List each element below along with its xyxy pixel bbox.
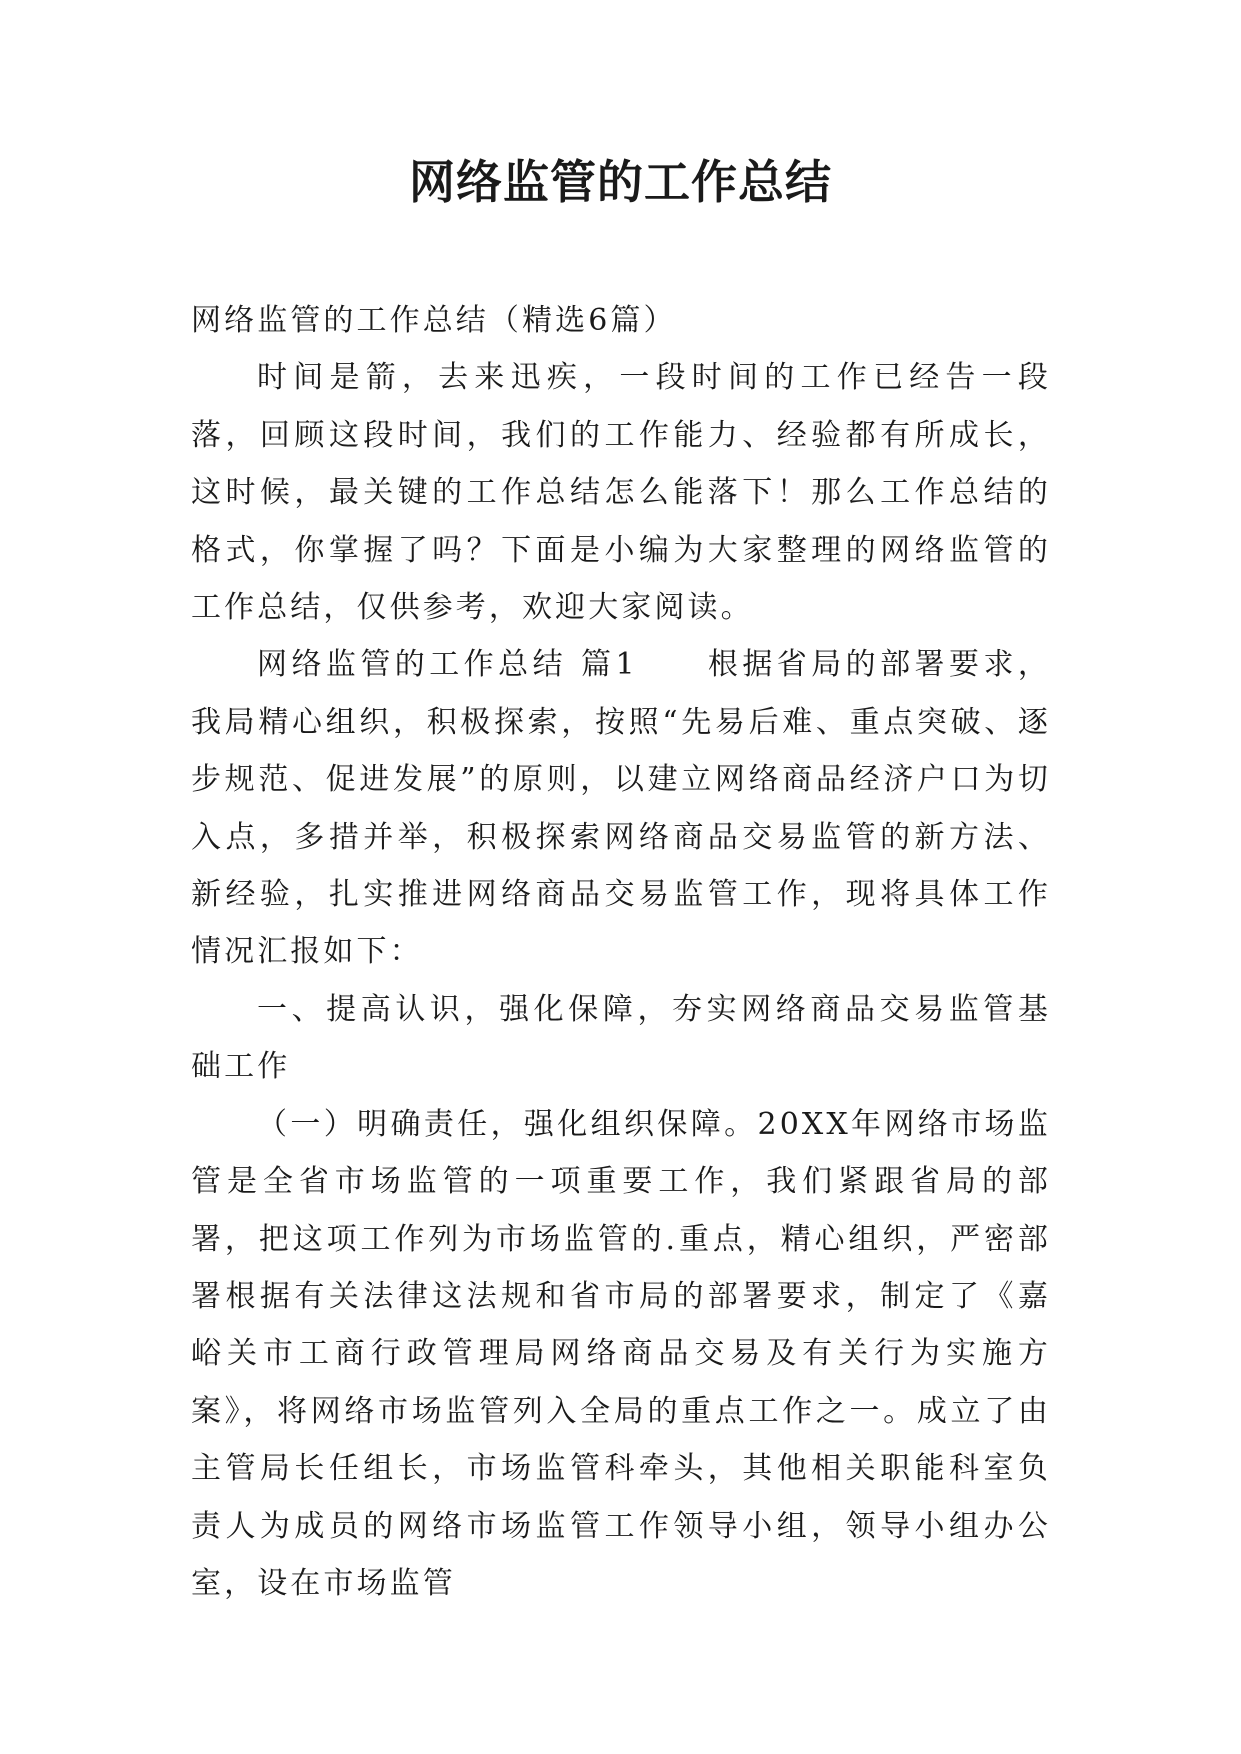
paragraph-item-1: （一）明确责任，强化组织保障。20XX年网络市场监管是全省市场监管的一项重要工作，我们紧跟省局的部署，把这项工作列为市场监管的.重点，精心组织，严密部署根据有关法律这法规和省市局的部署要求，制定了《嘉峪关市工商行政管理局网络商品交易及有关行为实施方案》，将网络市场监管列入全局的重点工作之一。成立了由主管局长任组长，市场监管科牵头，其他相关职能科室负责人为成员的网络市场监管工作领导小组，领导小组办公室，设在市场监管 — [191, 1106, 1051, 1601]
document-body — [191, 292, 1051, 1612]
paragraph-intro: 时间是箭，去来迅疾，一段时间的工作已经告一段落，回顾这段时间，我们的工作能力、经验都有所成长，这时候，最关键的工作总结怎么能落下！那么工作总结的格式，你掌握了吗？下面是小编为大家整理的网络监管的工作总结，仅供参考，欢迎大家阅读。 — [191, 360, 1051, 626]
paragraph-section-1: 网络监管的工作总结 篇1 根据省局的部署要求，我局精心组织，积极探索，按照“先易后难、重点突破、逐步规范、促进发展”的原则，以建立网络商品经济户口为切入点，多措并举，积极探索网络商品交易监管的新方法、新经验，扎实推进网络商品交易监管工作，现将具体工作情况汇报如下： — [191, 647, 1051, 970]
document-title: 网络监管的工作总结 — [409, 155, 832, 209]
document-subtitle: 网络监管的工作总结（精选6篇） — [191, 303, 677, 338]
paragraph-heading-1: 一、提高认识，强化保障，夯实网络商品交易监管基础工作 — [191, 991, 1051, 1085]
